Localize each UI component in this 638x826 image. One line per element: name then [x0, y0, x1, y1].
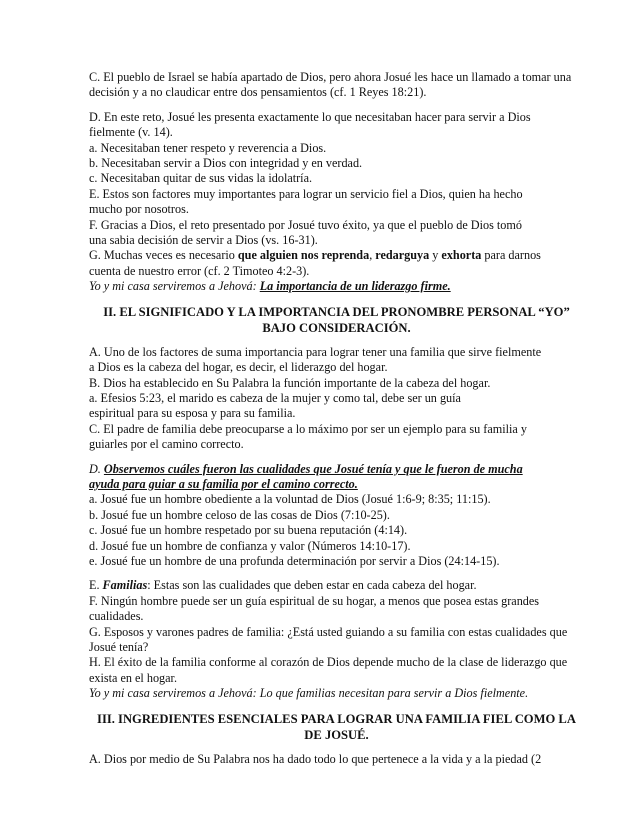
paragraph-g-line-1: G. Esposos y varones padres de familia: ¿Está usted guiando a su familia con estas cualidades que — [89, 624, 568, 639]
text-run: G. Muchas veces es necesario — [89, 248, 238, 263]
paragraph-e-line-2: mucho por nosotros. — [89, 202, 189, 217]
list-item-c: c. Necesitaban quitar de sus vidas la idolatría. — [89, 171, 313, 186]
heading-line: II. EL SIGNIFICADO Y LA IMPORTANCIA DEL PRONOMBRE PERSONAL “YO” — [103, 304, 570, 319]
e-prefix: E. — [89, 578, 103, 593]
motto-subtitle: La importancia de un liderazgo firme. — [259, 279, 451, 294]
quality-a: a. Josué fue un hombre obediente a la voluntad de Dios (Josué 1:6-9; 8:35; 11:15). — [89, 492, 491, 507]
emphasis-redarguya: redarguya — [375, 248, 430, 263]
sub-item-a-line-1: a. Efesios 5:23, el marido es cabeza de la mujer y como tal, debe ser un guía — [89, 390, 461, 405]
e-rest: : Estas son las cualidades que deben estar en cada cabeza del hogar. — [147, 578, 477, 593]
paragraph-h-line-2: exista en el hogar. — [89, 670, 177, 685]
paragraph-e-line-1: E. Estos son factores muy importantes para lograr un servicio fiel a Dios, quien ha hecho — [89, 186, 523, 201]
paragraph-c-line-1: C. El padre de familia debe preocuparse a lo máximo por ser un ejemplo para su familia y — [89, 421, 527, 436]
paragraph-d-line-2: ayuda para guiar a su familia por el camino correcto. — [89, 476, 358, 491]
motto-text: Yo y mi casa serviremos a Jehová: — [89, 279, 260, 294]
sub-item-a-line-2: espiritual para su esposa y para su familia. — [89, 406, 296, 421]
list-item-b: b. Necesitaban servir a Dios con integridad y en verdad. — [89, 156, 363, 171]
paragraph-g-line-2: cuenta de nuestro error (cf. 2 Timoteo 4:2-3). — [89, 263, 310, 278]
paragraph-b-line-1: B. Dios ha establecido en Su Palabra la función importante de la cabeza del hogar. — [89, 375, 491, 390]
quality-c: c. Josué fue un hombre respetado por su buena reputación (4:14). — [89, 523, 408, 538]
paragraph-f-line-1: F. Gracias a Dios, el reto presentado por Josué tuvo éxito, ya que el pueblo de Dios tomó — [89, 217, 522, 232]
paragraph-e — [89, 578, 584, 593]
quality-b: b. Josué fue un hombre celoso de las cosas de Dios (7:10-25). — [89, 507, 390, 522]
text-run: , — [369, 248, 376, 263]
paragraph-f-line-2: cualidades. — [89, 609, 144, 624]
motto-line — [89, 279, 584, 294]
d-prefix: D. — [89, 461, 104, 476]
paragraph-g-line-2: Josué tenía? — [89, 640, 149, 654]
emphasis-exhorta: exhorta — [441, 248, 482, 263]
d-emphasis: Observemos cuáles fueron las cualidades que Josué tenía y que le fueron de mucha — [103, 461, 523, 476]
paragraph-d-line-1 — [89, 462, 584, 477]
emphasis-reprenda: que alguien nos reprenda — [237, 248, 370, 263]
paragraph-c-line-2: decisión y a no claudicar entre dos pensamientos (cf. 1 Reyes 18:21). — [89, 85, 427, 100]
paragraph-d-line-1: D. En este reto, Josué les presenta exactamente lo que necesitaban hacer para servir a Dios — [89, 109, 531, 124]
heading-line: DE JOSUÉ. — [304, 727, 369, 742]
paragraph-a-line-2: a Dios es la cabeza del hogar, es decir, el liderazgo del hogar. — [89, 360, 388, 375]
paragraph-a-line-1: A. Dios por medio de Su Palabra nos ha dado todo lo que pertenece a la vida y a la piedad (2 — [89, 751, 542, 766]
paragraph-g-line-1 — [89, 248, 584, 263]
heading-line: III. INGREDIENTES ESENCIALES PARA LOGRAR UNA FAMILIA FIEL COMO LA — [97, 711, 576, 726]
quality-d: d. Josué fue un hombre de confianza y valor (Números 14:10-17). — [89, 538, 411, 553]
paragraph-c-line-1: C. El pueblo de Israel se había apartado de Dios, pero ahora Josué les hace un llamado a tomar una — [89, 70, 572, 84]
text-run: y — [429, 248, 442, 263]
paragraph-f-line-1: F. Ningún hombre puede ser un guía espiritual de su hogar, a menos que posea estas grandes — [89, 593, 540, 608]
paragraph-c-line-2: guiarles por el camino correcto. — [89, 437, 244, 452]
section-heading-ii — [89, 304, 584, 336]
paragraph-h-line-1: H. El éxito de la familia conforme al corazón de Dios depende mucho de la clase de liderazgo que — [89, 655, 568, 670]
motto-line: Yo y mi casa serviremos a Jehová: Lo que familias necesitan para servir a Dios fielmente. — [89, 686, 529, 701]
paragraph-f-line-2: una sabia decisión de servir a Dios (vs. 16-31). — [89, 233, 318, 248]
paragraph-d-line-2: fielmente (v. 14). — [89, 125, 173, 140]
list-item-a: a. Necesitaban tener respeto y reverencia a Dios. — [89, 140, 327, 155]
section-heading-iii — [89, 711, 584, 743]
heading-line: BAJO CONSIDERACIÓN. — [262, 320, 411, 335]
e-familias: Familias — [102, 578, 148, 593]
quality-e: e. Josué fue un hombre de una profunda determinación por servir a Dios (24:14-15). — [89, 553, 500, 568]
paragraph-a-line-1: A. Uno de los factores de suma importancia para lograr tener una familia que sirve fielmente — [89, 344, 542, 359]
text-run: para darnos — [481, 248, 541, 263]
